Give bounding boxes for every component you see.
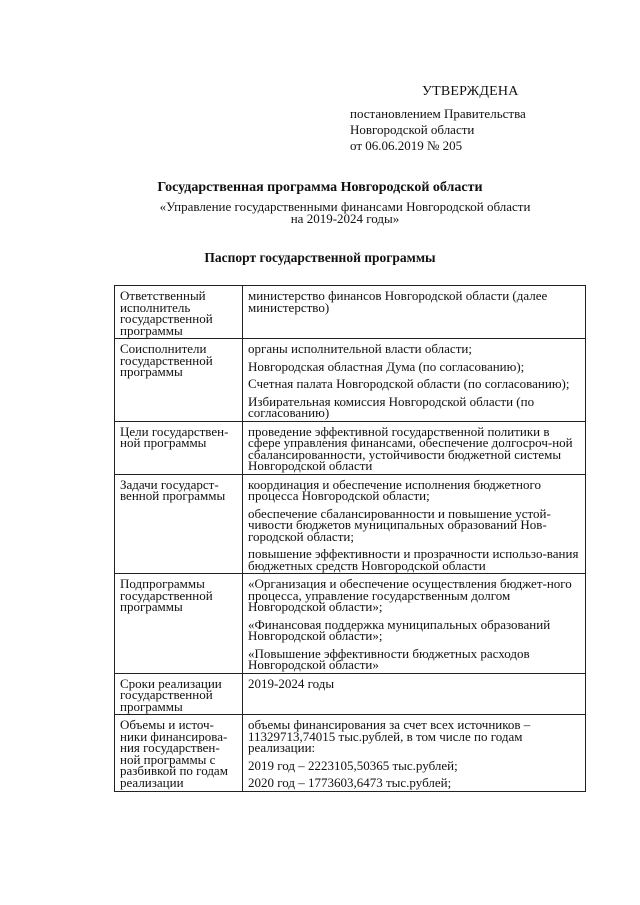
document-subtitle — [0, 201, 640, 225]
table-row — [115, 421, 586, 474]
value-line: координация и обеспечение исполнения бюджетного процесса Новгородской области; — [248, 476, 541, 503]
value-line: министерство финансов Новгородской области (далее министерство) — [248, 288, 548, 315]
approval-line: постановлением Правительства — [350, 106, 526, 121]
value-line: «Финансовая поддержка муниципальных образований Новгородской области»; — [248, 616, 551, 643]
value-line: повышение эффективности и прозрачности использо-вания бюджетных средств Новгородской области — [248, 546, 579, 573]
row-value — [243, 673, 586, 715]
value-line: органы исполнительной власти области; — [248, 341, 472, 356]
row-value — [243, 574, 586, 674]
row-value — [243, 286, 586, 339]
row-value — [243, 339, 586, 422]
value-line: 2019 год – 2223105,50365 тыс.рублей; — [248, 757, 458, 773]
document-title: Государственная программа Новгородской области — [157, 180, 483, 195]
row-label: Сроки реализации государственной программы — [115, 673, 243, 715]
approval-line: от 06.06.2019 № 205 — [350, 138, 463, 153]
value-line: Избирательная комиссия Новгородской области (по согласованию) — [248, 393, 535, 420]
row-value — [243, 421, 586, 474]
approval-line: Новгородской области — [350, 122, 475, 137]
row-label: Объемы и источ-ники финансирова-ния государствен-ной программы с разбивкой по годам реализации — [115, 715, 243, 792]
passport-title: Паспорт государственной программы — [204, 250, 436, 265]
row-label: Цели государствен-ной программы — [115, 421, 243, 474]
table-row — [115, 673, 586, 715]
row-value — [243, 715, 586, 792]
value-line: 2020 год – 1773603,6473 тыс.рублей; — [248, 775, 452, 790]
value-line: 2019-2024 годы — [248, 675, 335, 691]
passport-table — [114, 285, 586, 792]
row-label: Ответственный исполнитель государственной программы — [115, 286, 243, 339]
value-line: объемы финансирования за счет всех источников – 11329713,74015 тыс.рублей, в том числе по годам реализации: — [248, 717, 531, 755]
row-label: Подпрограммы государственной программы — [115, 574, 243, 674]
approval-title: УТВЕРЖДЕНА — [422, 84, 519, 99]
value-line: проведение эффективной государственной политики в сфере управления финансами, обеспечение долгосроч-ной сбалансированности, устойчивости бюджетной системы Новгородской области — [248, 423, 573, 473]
value-line: Новгородская областная Дума (по согласованию); — [248, 358, 525, 374]
table-row — [115, 474, 586, 574]
table-row — [115, 574, 586, 674]
table-row — [115, 286, 586, 339]
table-row — [115, 715, 586, 792]
subtitle-line: на 2019-2024 годы» — [290, 211, 400, 226]
approval-details — [350, 106, 526, 154]
value-line: Счетная палата Новгородской области (по согласованию); — [248, 376, 570, 391]
row-label: Соисполнители государственной программы — [115, 339, 243, 422]
row-label: Задачи государст-венной программы — [115, 474, 243, 574]
row-value — [243, 474, 586, 574]
value-line: «Повышение эффективности бюджетных расходов Новгородской области» — [248, 645, 530, 672]
subtitle-line: «Управление государственными финансами Новгородской области — [159, 199, 531, 214]
value-line: обеспечение сбалансированности и повышение устой-чивости бюджетов муниципальных образований Нов-городской области; — [248, 505, 551, 544]
table-row — [115, 339, 586, 422]
value-line: «Организация и обеспечение осуществления бюджет-ного процесса, управление государственным долгом Новгородской области»; — [248, 576, 572, 614]
